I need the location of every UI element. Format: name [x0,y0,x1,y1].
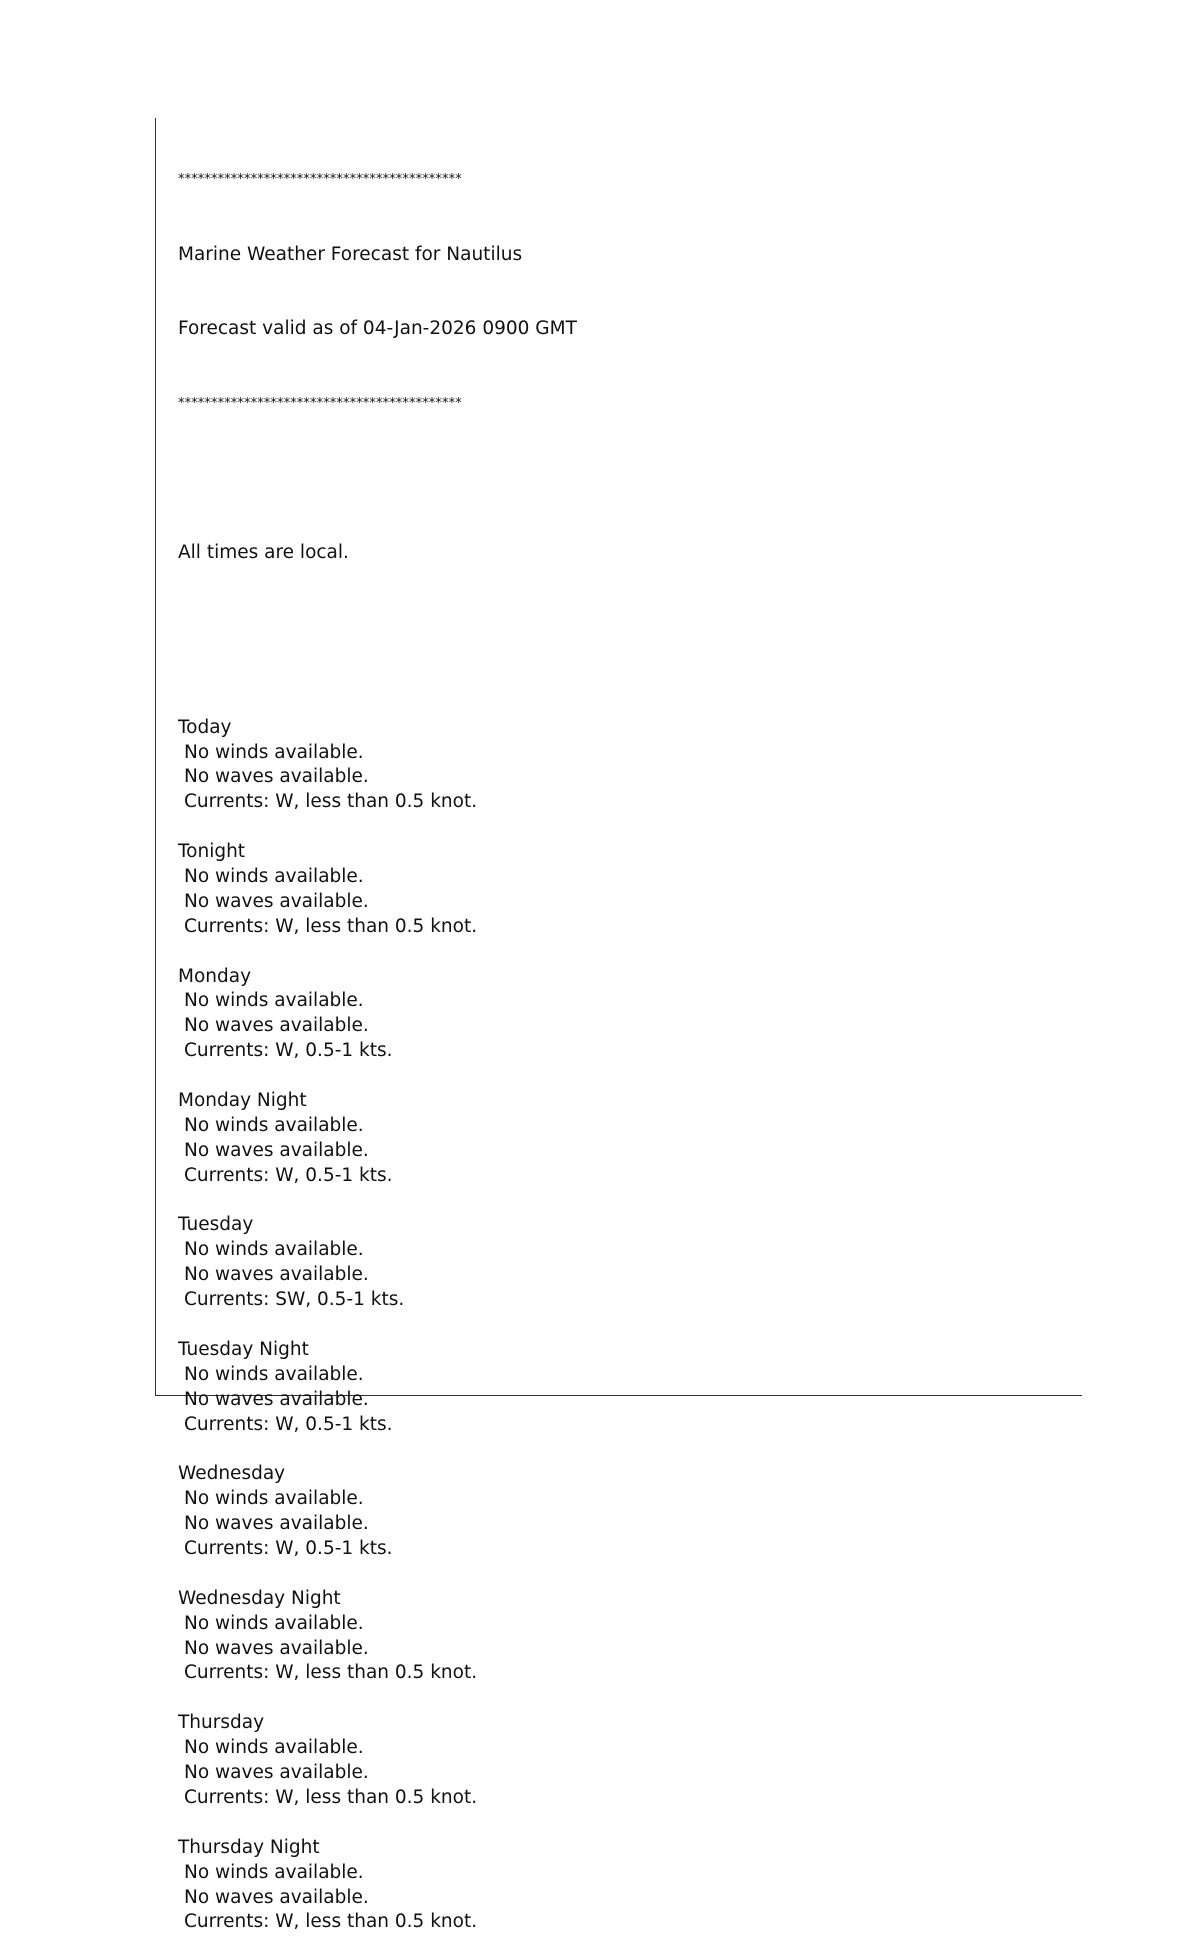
period-waves: No waves available. [184,890,369,912]
period-waves: No waves available. [184,1015,369,1037]
period-name: Thursday Night [178,1836,320,1858]
period-currents: Currents: SW, 0.5-1 kts. [184,1289,405,1311]
period-currents: Currents: W, less than 0.5 knot. [184,1911,478,1933]
spacer [178,1562,577,1587]
period-waves: No waves available. [184,766,369,788]
spacer [178,815,577,840]
forecast-periods [178,716,577,1936]
period-winds: No winds available. [184,865,364,887]
period-winds: No winds available. [184,1612,364,1634]
period-currents: Currents: W, 0.5-1 kts. [184,1538,393,1560]
period-name: Monday Night [178,1090,307,1111]
spacer [178,467,577,492]
forecast-period [178,1462,577,1586]
period-currents: Currents: W, less than 0.5 knot. [184,791,478,813]
period-waves: No waves available. [184,1388,369,1410]
period-name: Thursday [178,1712,265,1734]
spacer [178,1811,577,1836]
period-name: Monday [178,965,252,987]
forecast-period [178,1213,577,1337]
period-currents: Currents: W, 0.5-1 kts. [184,1040,393,1062]
period-winds: No winds available. [184,741,364,763]
period-name: Wednesday Night [178,1587,341,1609]
period-winds: No winds available. [184,1488,364,1510]
times-note: All times are local. [178,542,349,564]
period-currents: Currents: W, less than 0.5 knot. [184,1786,478,1808]
spacer [178,1313,577,1338]
period-winds: No winds available. [184,1239,364,1261]
period-waves: No waves available. [184,1762,369,1784]
period-winds: No winds available. [184,1861,364,1883]
period-name: Tuesday Night [178,1338,309,1360]
period-currents: Currents: W, 0.5-1 kts. [184,1164,393,1186]
spacer [178,1437,577,1462]
period-currents: Currents: W, less than 0.5 knot. [184,1662,478,1684]
period-waves: No waves available. [184,1637,369,1659]
forecast-content [178,118,577,1960]
forecast-period [178,1338,577,1462]
forecast-period [178,1836,577,1936]
header-stars-bottom: ******************************************* [178,395,462,411]
period-name: Wednesday [178,1463,286,1485]
forecast-period [178,965,577,1089]
forecast-period [178,1089,577,1213]
period-waves: No waves available. [184,1886,369,1908]
period-winds: No winds available. [184,1114,364,1136]
period-name: Tonight [178,841,246,863]
period-winds: No winds available. [184,990,364,1012]
forecast-valid-time: Forecast valid as of 04-Jan-2026 0900 GMT [178,318,577,340]
spacer [178,1686,577,1711]
spacer [178,940,577,965]
period-currents: Currents: W, less than 0.5 knot. [184,915,478,937]
period-name: Tuesday [178,1214,254,1236]
forecast-period [178,716,577,840]
spacer [178,616,577,641]
period-waves: No waves available. [184,1139,369,1161]
spacer [178,1064,577,1089]
spacer [178,1189,577,1214]
header-stars-top: ******************************************* [178,171,462,187]
forecast-period [178,1587,577,1711]
forecast-period [178,840,577,964]
period-currents: Currents: W, 0.5-1 kts. [184,1413,393,1435]
forecast-period [178,1711,577,1835]
period-name: Today [178,716,232,738]
period-winds: No winds available. [184,1363,364,1385]
period-waves: No waves available. [184,1264,369,1286]
forecast-title: Marine Weather Forecast for Nautilus [178,243,523,265]
period-waves: No waves available. [184,1513,369,1535]
period-winds: No winds available. [184,1737,364,1759]
